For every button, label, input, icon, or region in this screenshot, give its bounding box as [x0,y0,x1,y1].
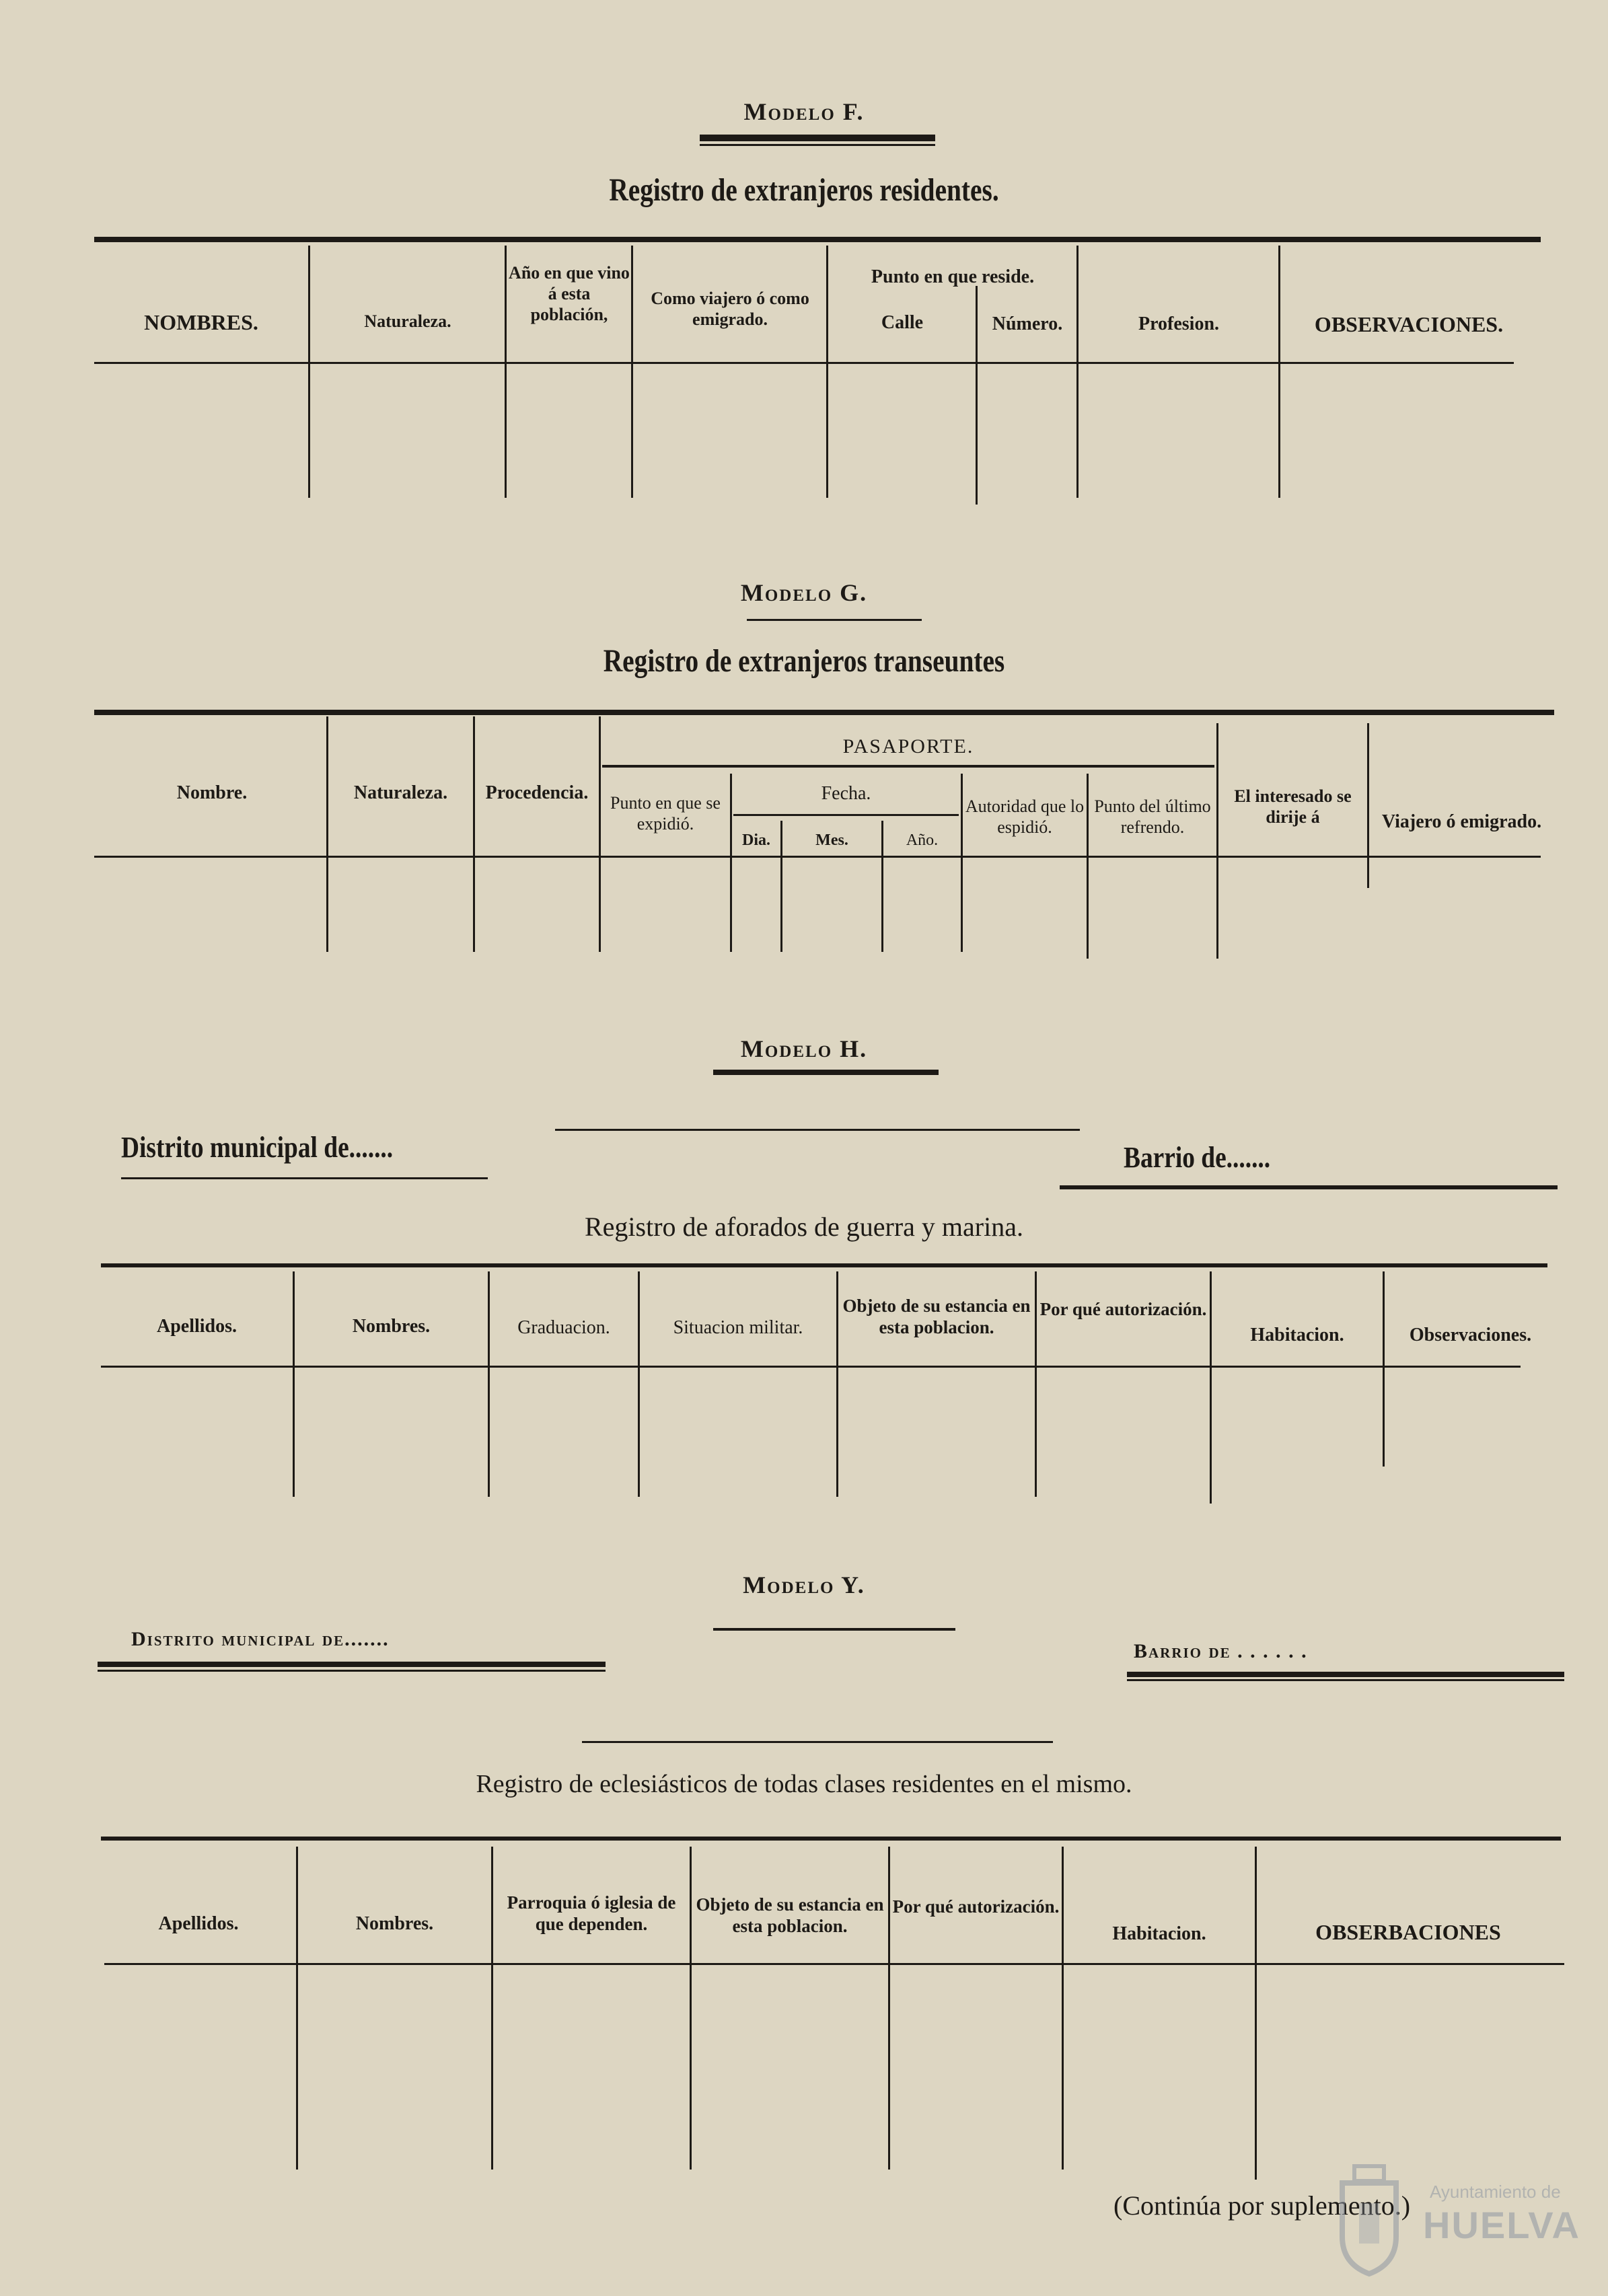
model-y-header-rule [104,1963,1564,1965]
col-objeto: Objeto de su estancia en esta poblacion. [696,1894,884,1937]
model-y-title-rule [713,1628,955,1631]
col-graduacion: Graduacion. [517,1317,610,1338]
fecha-rule [733,814,959,816]
model-y-heading: Registro de eclesiásticos de todas clases residentes en el mismo. [476,1770,1132,1798]
col-mes: Mes. [815,831,848,849]
model-y-title: Modelo Y. [743,1571,865,1598]
ayuntamiento-logo [1329,2163,1584,2281]
model-h-heading: Registro de aforados de guerra y marina. [585,1212,1023,1242]
col-procedencia: Procedencia. [485,782,589,803]
col-observaciones: Observaciones. [1409,1325,1532,1345]
model-y-distrito-rule [98,1662,606,1667]
col-pasaporte: PASAPORTE. [842,735,974,757]
model-f-title-rule-thin [700,144,935,146]
model-y-top-rule [101,1837,1561,1841]
model-g-title-rule [747,619,922,621]
col-punto: Punto en que reside. [871,266,1035,287]
col-anio: Año en que vino á esta población, [509,263,630,325]
col-punto-expidio: Punto en que se expidió. [610,793,721,834]
col-habitacion: Habitacion. [1112,1923,1206,1944]
col-dia: Dia. [742,831,770,849]
pasaporte-brace [602,765,1214,768]
col-calle: Calle [881,312,924,333]
col-objeto: Objeto de su estancia en esta poblacion. [842,1296,1031,1338]
col-por-que: Por qué autorización. [1039,1299,1207,1319]
model-h-title-rule [713,1070,939,1075]
model-f-title: Modelo F. [743,98,865,125]
col-habitacion: Habitacion. [1250,1325,1344,1345]
col-viajero: Como viajero ó como emigrado. [651,289,809,330]
col-punto-refrendo: Punto del último refrendo. [1094,797,1211,838]
model-f-title-rule [700,135,935,141]
col-observaciones: OBSERVACIONES. [1314,312,1504,336]
col-nombres: Nombres. [355,1913,434,1934]
model-g-heading: Registro de extranjeros transeuntes [603,643,1005,679]
col-nombres: NOMBRES. [144,310,258,334]
col-fecha: Fecha. [821,783,871,804]
model-f-header-rule [94,362,1514,364]
col-naturaleza: Naturaleza. [353,782,448,803]
col-nombre: Nombre. [176,782,248,803]
col-profesion: Profesion. [1138,313,1220,334]
model-h-title: Modelo H. [740,1035,868,1062]
shield-icon [1329,2163,1410,2277]
model-y-distrito: Distrito municipal de....... [131,1628,390,1650]
model-h-barrio: Barrio de....... [1124,1141,1271,1174]
model-g-header-rule [94,856,1541,858]
col-interesado: El interesado se dirije á [1234,786,1352,827]
model-h-distrito-rule [121,1177,488,1179]
model-h-top-rule [101,1263,1547,1267]
col-situacion: Situacion militar. [673,1317,803,1338]
model-h-mid-rule [555,1129,1080,1131]
model-y-mid-rule [582,1741,1053,1743]
col-autoridad: Autoridad que lo espidió. [965,797,1085,838]
model-h-barrio-rule [1060,1185,1558,1189]
model-h-header-rule [101,1366,1521,1368]
col-apellidos: Apellidos. [158,1913,239,1934]
model-y-barrio: Barrio de . . . . . . [1134,1640,1308,1662]
col-parroquia: Parroquia ó iglesia de que dependen. [507,1892,676,1935]
watermark-line2: HUELVA [1423,2204,1580,2246]
col-viajero: Viajero ó emigrado. [1381,811,1542,832]
col-observaciones: OBSERBACIONES [1315,1920,1501,1944]
watermark-line1: Ayuntamiento de [1430,2182,1561,2202]
col-anio: Año. [906,831,939,849]
col-naturaleza: Naturaleza. [364,311,451,331]
model-f-top-rule [94,237,1541,242]
col-numero: Número. [992,313,1063,334]
model-h-distrito: Distrito municipal de....... [121,1131,394,1164]
col-nombres: Nombres. [352,1316,431,1337]
model-f-heading: Registro de extranjeros residentes. [609,172,999,208]
model-g-title: Modelo G. [740,579,868,606]
continua-note: (Continúa por suplemento.) [1113,2190,1411,2221]
col-por-que: Por qué autorización. [892,1896,1060,1917]
model-y-barrio-rule [1127,1672,1564,1677]
model-g-top-rule [94,710,1554,715]
col-apellidos: Apellidos. [156,1316,237,1337]
